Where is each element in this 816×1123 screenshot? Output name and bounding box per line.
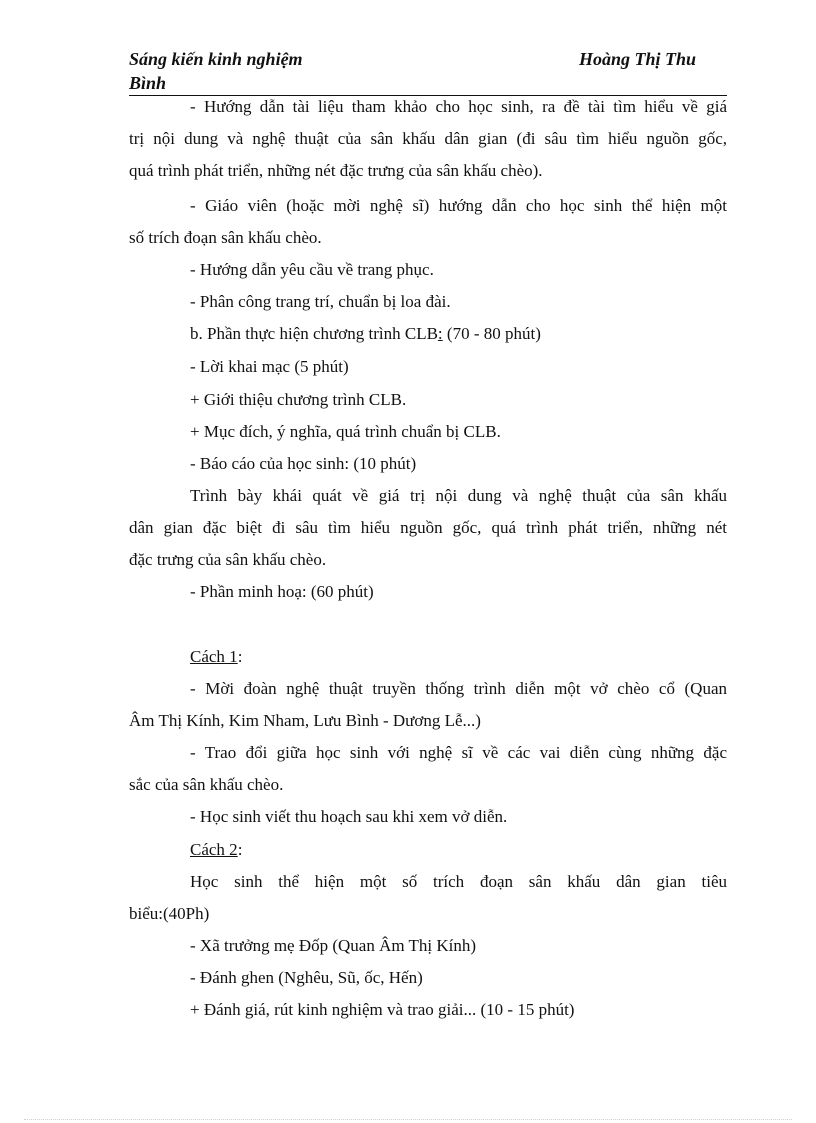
paragraph-line: + Đánh giá, rút kinh nghiệm và trao giải... (10 - 15 phút) (190, 1000, 575, 1019)
paragraph-line: + Giới thiệu chương trình CLB. (190, 390, 407, 409)
paragraph-line: - Học sinh viết thu hoạch sau khi xem vở diễn. (190, 807, 508, 826)
paragraph-line: - Báo cáo của học sinh: (10 phút) (190, 454, 417, 473)
header-author-name: Hoàng Thị Thu (579, 49, 697, 69)
paragraph-line: trị nội dung và nghệ thuật của sân khấu dân gian (đi sâu tìm hiểu nguồn gốc, (129, 129, 727, 148)
method-label: Cách 1 (190, 647, 238, 666)
section-heading-duration: (70 - 80 phút) (442, 324, 541, 343)
paragraph-line: - Lời khai mạc (5 phút) (190, 357, 349, 376)
section-heading-text: b. Phần thực hiện chương trình CLB (190, 324, 438, 343)
paragraph-line: Học sinh thể hiện một số trích đoạn sân khấu dân gian tiêu (190, 872, 727, 891)
header-author-name-continued: Bình (129, 73, 167, 93)
paragraph-line: đặc trưng của sân khấu chèo. (129, 550, 327, 569)
paragraph-line: quá trình phát triển, những nét đặc trưng của sân khấu chèo). (129, 161, 543, 180)
method-colon: : (237, 840, 243, 859)
paragraph-line: dân gian đặc biệt đi sâu tìm hiểu nguồn gốc, quá trình phát triển, những nét (129, 518, 727, 537)
paragraph-line: - Phần minh hoạ: (60 phút) (190, 582, 374, 601)
paragraph-line: Trình bày khái quát về giá trị nội dung và nghệ thuật của sân khấu (190, 486, 727, 505)
section-heading-program (190, 322, 727, 346)
method-heading-2 (190, 838, 727, 862)
method-heading-1 (190, 645, 727, 669)
header-document-title: Sáng kiến kinh nghiệm (129, 49, 303, 69)
section-heading-colon: : (437, 324, 443, 343)
paragraph-line: - Xã trưởng mẹ Đốp (Quan Âm Thị Kính) (190, 936, 477, 955)
paragraph-line: biểu:(40Ph) (129, 904, 210, 923)
paragraph-line: - Mời đoàn nghệ thuật truyền thống trình diễn một vở chèo cổ (Quan (190, 679, 727, 698)
method-colon: : (237, 647, 243, 666)
paragraph-line: sắc của sân khấu chèo. (129, 775, 284, 794)
paragraph-line: - Trao đổi giữa học sinh với nghệ sĩ về các vai diễn cùng những đặc (190, 743, 727, 762)
paragraph-line: - Đánh ghen (Nghêu, Sũ, ốc, Hến) (190, 968, 423, 987)
paragraph-line: - Giáo viên (hoặc mời nghệ sĩ) hướng dẫn cho học sinh thể hiện một (190, 196, 727, 215)
paragraph-line: + Mục đích, ý nghĩa, quá trình chuẩn bị CLB. (190, 422, 501, 441)
page-bottom-border (24, 1119, 792, 1120)
method-label: Cách 2 (190, 840, 238, 859)
paragraph-line: - Hướng dẫn yêu cầu về trang phục. (190, 260, 434, 279)
paragraph-line: Âm Thị Kính, Kim Nham, Lưu Bình - Dương Lễ...) (129, 711, 481, 730)
paragraph-line: số trích đoạn sân khấu chèo. (129, 228, 322, 247)
paragraph-line: - Hướng dẫn tài liệu tham khảo cho học sinh, ra đề tài tìm hiểu về giá (190, 97, 727, 116)
paragraph-line: - Phân công trang trí, chuẩn bị loa đài. (190, 292, 451, 311)
